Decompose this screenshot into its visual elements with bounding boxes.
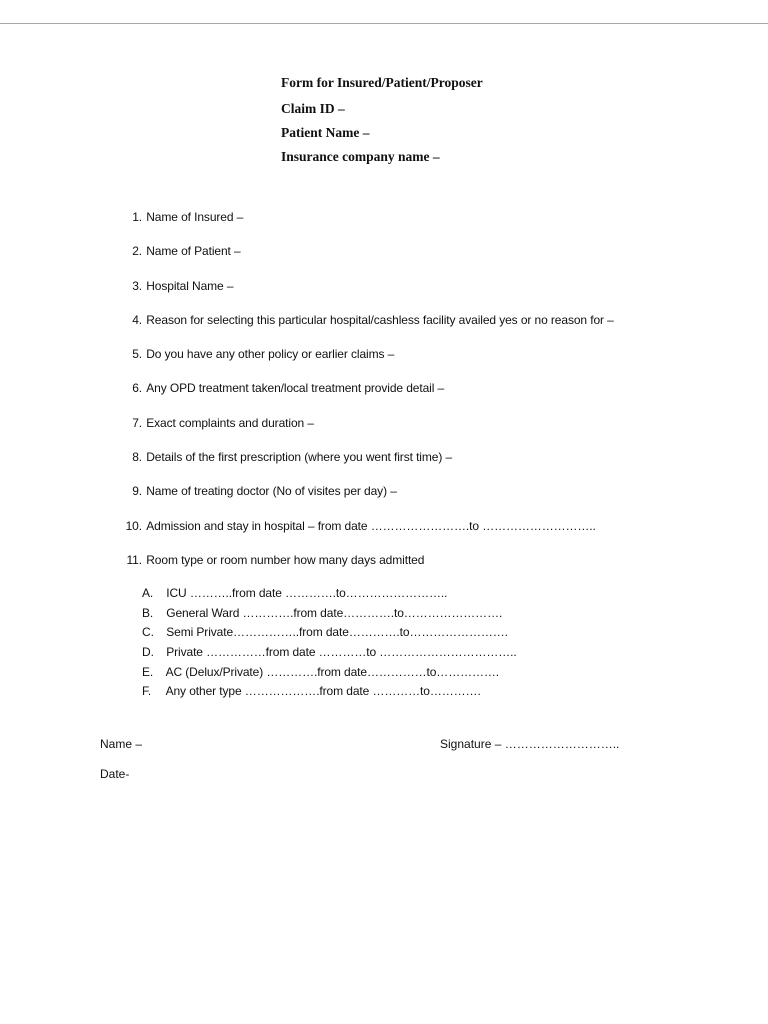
room-type-item: [142, 663, 517, 683]
question-text: Name of Insured –: [146, 210, 244, 224]
question-text: Reason for selecting this particular hospital/cashless facility availed yes or no reason for –: [146, 312, 614, 327]
claim-id-label: Claim ID –: [281, 101, 345, 116]
room-type-letter: D.: [142, 645, 154, 660]
question-list: [120, 206, 614, 583]
question-text: Room type or room number how many days admitted: [146, 552, 425, 567]
room-type-item: [142, 604, 517, 624]
question-number: 2.: [132, 244, 142, 259]
room-type-letter: C.: [142, 625, 154, 640]
room-type-text: Any other type ……………….from date …………to………….: [165, 684, 481, 699]
question-number: 8.: [132, 450, 142, 465]
question-text: Exact complaints and duration –: [146, 415, 314, 430]
room-type-text: AC (Delux/Private) ………….from date……………to…………….: [165, 664, 500, 679]
room-type-text: ICU ………..from date ………….to……………………..: [166, 586, 448, 600]
question-item: [120, 309, 614, 343]
room-type-list: [142, 584, 517, 702]
question-number: 10.: [125, 518, 142, 533]
room-type-text: Semi Private……………..from date………….to…………………….: [166, 625, 508, 640]
room-type-item: [142, 682, 517, 702]
question-number: 9.: [132, 484, 142, 499]
question-text: Admission and stay in hospital – from date …………………….to ………………………..: [146, 518, 596, 533]
question-item: [120, 515, 614, 549]
question-text: Details of the first prescription (where you went first time) –: [146, 450, 453, 465]
question-item: [120, 446, 614, 480]
question-number: 11.: [126, 552, 142, 567]
question-number: 1.: [132, 210, 142, 224]
question-text: Any OPD treatment taken/local treatment provide detail –: [146, 381, 445, 396]
question-number: 3.: [132, 278, 142, 293]
question-item: [120, 377, 614, 411]
room-type-item: [142, 643, 517, 663]
form-title: Form for Insured/Patient/Proposer: [281, 75, 483, 90]
room-type-letter: B.: [142, 605, 154, 620]
question-item: [120, 549, 614, 583]
room-type-item: [142, 623, 517, 643]
question-number: 4.: [132, 312, 142, 327]
question-item: [120, 275, 614, 309]
question-text: Name of treating doctor (No of visites per day) –: [146, 484, 397, 499]
patient-name-label: Patient Name –: [281, 125, 370, 140]
room-type-letter: A.: [142, 586, 154, 600]
room-type-letter: E.: [142, 664, 154, 679]
question-number: 5.: [132, 347, 142, 362]
footer-signature-label: Signature – ………………………..: [440, 737, 620, 751]
question-number: 6.: [132, 381, 142, 396]
question-number: 7.: [132, 415, 142, 430]
insurance-company-label: Insurance company name –: [281, 149, 440, 164]
top-rule-line: [0, 23, 768, 24]
question-item: [120, 412, 614, 446]
question-item: [120, 480, 614, 514]
room-type-text: Private ……………from date …………to ……………………………..: [166, 645, 517, 660]
question-item: [120, 343, 614, 377]
question-text: Hospital Name –: [146, 278, 234, 293]
question-item: [120, 206, 614, 240]
form-header: [281, 73, 483, 169]
footer-date-label: Date-: [100, 767, 130, 781]
room-type-item: [142, 584, 517, 604]
question-text: Do you have any other policy or earlier claims –: [146, 347, 395, 362]
question-text: Name of Patient –: [146, 244, 241, 259]
room-type-letter: F.: [142, 684, 152, 699]
question-item: [120, 240, 614, 274]
room-type-text: General Ward ………….from date………….to…………………….: [166, 605, 503, 620]
footer-name-label: Name –: [100, 737, 143, 751]
